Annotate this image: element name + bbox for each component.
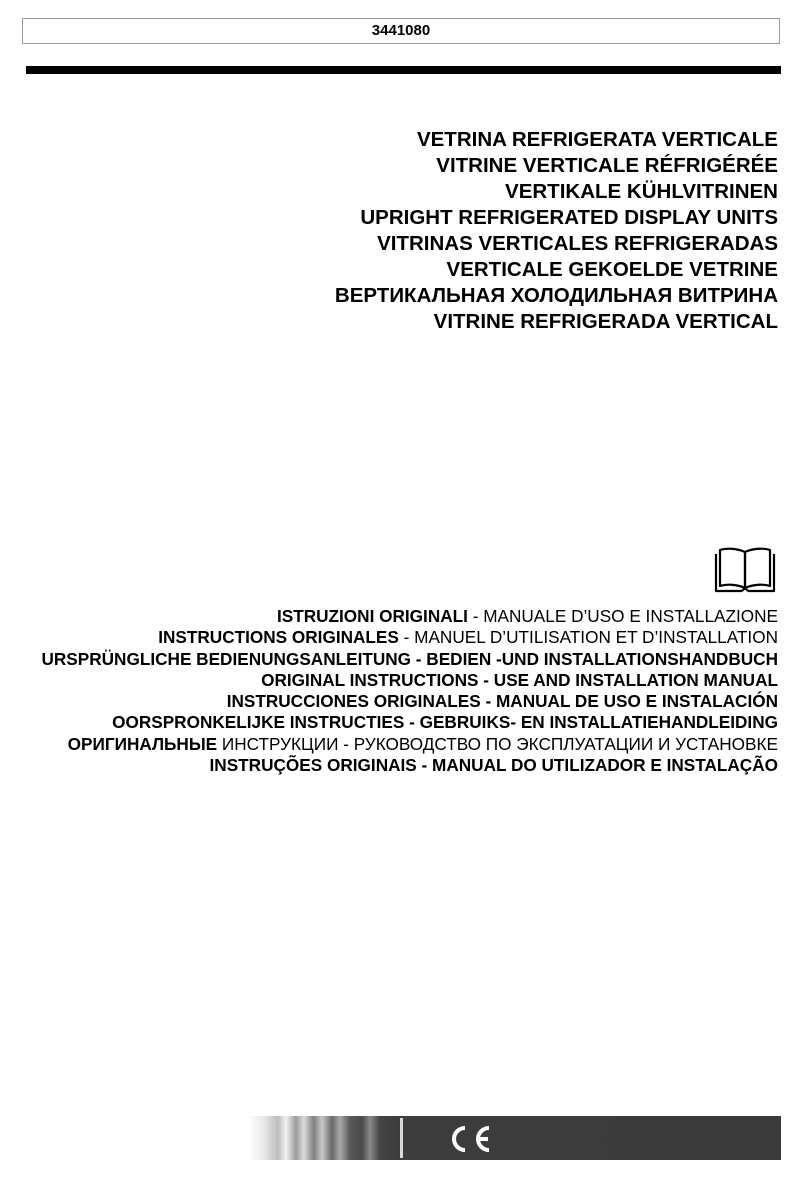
title-en: UPRIGHT REFRIGERATED DISPLAY UNITS [360, 206, 778, 229]
header-rule [26, 66, 781, 74]
product-titles [335, 127, 778, 335]
instructions-en: ORIGINAL INSTRUCTIONS - USE AND INSTALLATION MANUAL [261, 669, 778, 690]
title-it: VETRINA REFRIGERATA VERTICALE [416, 128, 778, 151]
document-code: 3441080 [22, 18, 780, 44]
instructions-ru: ОРИГИНАЛЬНЫЕ ИНСТРУКЦИИ - РУКОВОДСТВО ПО ЭКСПЛУАТАЦИИ И УСТАНОВКЕ [67, 733, 778, 754]
open-book-icon [712, 544, 778, 594]
instructions-list [41, 606, 778, 776]
title-fr: VITRINE VERTICALE RÉFRIGÉRÉE [436, 154, 778, 177]
footer-bar [248, 1116, 781, 1160]
ce-mark-icon [446, 1124, 494, 1154]
title-de: VERTIKALE KÜHLVITRINEN [505, 180, 778, 203]
instructions-it: ISTRUZIONI ORIGINALI - MANUALE D’USO E INSTALLAZIONE [276, 606, 778, 626]
title-pt: VITRINE REFRIGERADA VERTICAL [433, 310, 778, 333]
footer-stripe [400, 1118, 403, 1158]
instructions-de: URSPRÜNGLICHE BEDIENUNGSANLEITUNG - BEDIEN -UND INSTALLATIONSHANDBUCH [41, 648, 778, 669]
instructions-pt: INSTRUÇÕES ORIGINAIS - MANUAL DO UTILIZADOR E INSTALAÇÃO [209, 755, 778, 776]
instructions-fr: INSTRUCTIONS ORIGINALES - MANUEL D’UTILISATION ET D’INSTALLATION [158, 627, 778, 648]
title-nl: VERTICALE GEKOELDE VETRINE [446, 258, 778, 281]
instructions-es: INSTRUCCIONES ORIGINALES - MANUAL DE USO E INSTALACIÓN [226, 691, 778, 712]
title-ru: ВЕРТИКАЛЬНАЯ ХОЛОДИЛЬНАЯ ВИТРИНА [334, 284, 778, 307]
title-es: VITRINAS VERTICALES REFRIGERADAS [377, 232, 778, 255]
instructions-nl: OORSPRONKELIJKE INSTRUCTIES - GEBRUIKS- EN INSTALLATIEHANDLEIDING [112, 712, 778, 733]
